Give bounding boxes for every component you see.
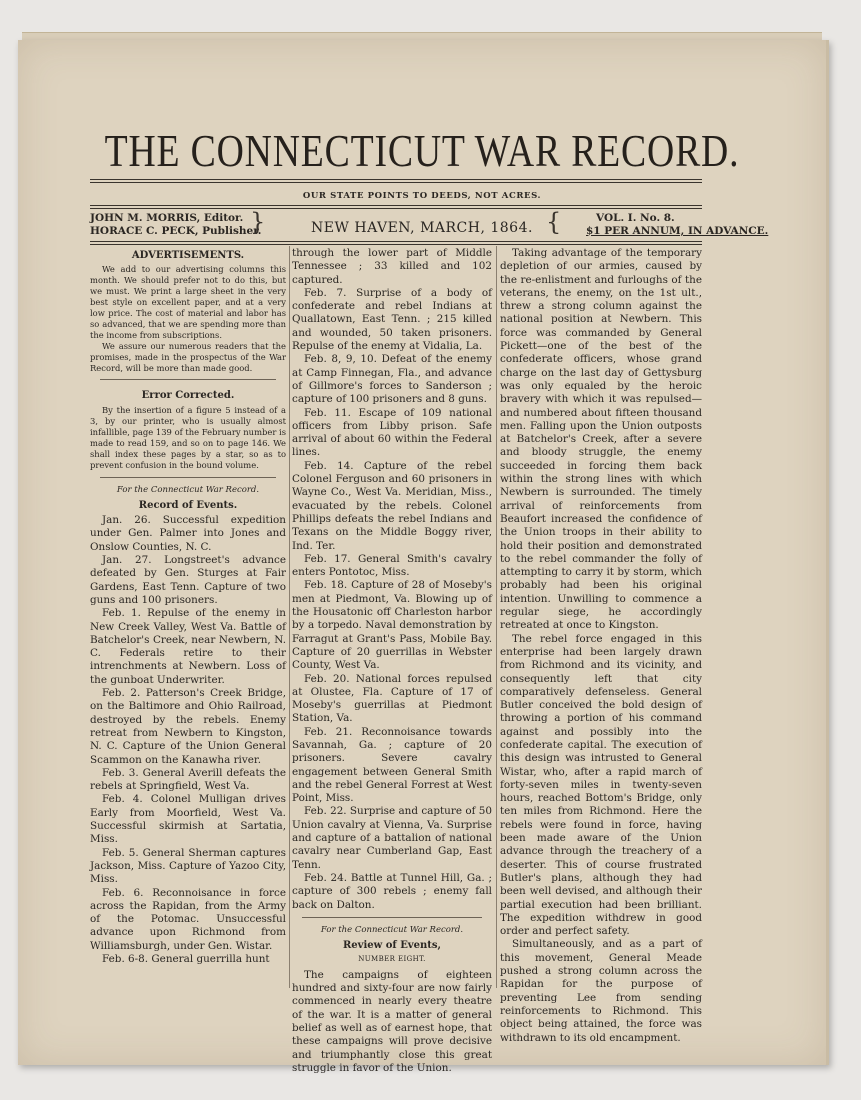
info-rule-top (90, 205, 702, 206)
section-divider (100, 477, 276, 478)
event-entry: Feb. 8, 9, 10. Defeat of the enemy at Camp Finnegan, Fla., and advance of Gillmore's forces to Sanderson ; capture of 100 prisoners and 8 guns. (292, 353, 492, 406)
error-corrected-text: By the insertion of a figure 5 instead of a 3, by our printer, who is usually almost infallible, page 139 of the February number is made to read 159, and so on to page 146. We shall index these pages by a star, so as to prevent confusion in the bound volume. (90, 404, 286, 470)
review-source-line: For the Connecticut War Record. (320, 924, 464, 935)
brace-left: } (250, 208, 266, 236)
info-rule-top-2 (90, 208, 702, 209)
brace-right: { (546, 208, 562, 236)
event-entry: Feb. 14. Capture of the rebel Colonel Ferguson and 60 prisoners in Wayne Co., West Va. Meridian, Miss., evacuated by the rebels. Colonel Phillips defeats the rebel Indians and Texans on the Middle Boggy river, Ind. Ter. (292, 459, 492, 552)
info-rule-bottom (90, 241, 702, 242)
review-paragraph: The rebel force engaged in this enterprise had been largely drawn from Richmond and its vicinity, and consequently left that city comparatively defenseless. General Butler conceived the bold design of throwing a portion of his command against and possibly into the confederate capital. The execution of this design was intrusted to General Wistar, who, after a rapid march of forty-seven miles in twenty-seven hours, reached Bottom's Bridge, only ten miles from Richmond. Here the rebels were found in force, having been made aware of the Union advance through the treachery of a deserter. This of course frustrated Butler's plans, although they had been well devised, and although their partial execution had been brilliant. The expedition withdrew in good order and perfect safety. (500, 632, 702, 938)
event-entry: Jan. 27. Longstreet's advance defeated by Gen. Sturges at Fair Gardens, East Tenn. Capture of two guns and 100 prisoners. (90, 554, 286, 606)
review-paragraph: Simultaneously, and as a part of this movement, General Meade pushed a strong column across the Rapidan for the purpose of preventing Lee from sending reinforcements to Richmond. This object being attained, the force was withdrawn to its old encampment. (500, 938, 702, 1044)
publisher-name: HORACE C. PECK, Publisher. (90, 225, 262, 237)
event-entry: Feb. 7. Surprise of a body of confederate and rebel Indians at Quallatown, East Tenn. ; 215 killed and wounded, 50 taken prisoners. Repulse of the enemy at Vidalia, La. (292, 286, 492, 353)
event-entry: Feb. 3. General Averill defeats the rebels at Springfield, West Va. (90, 766, 286, 793)
event-entry: Feb. 1. Repulse of the enemy in New Creek Valley, West Va. Battle of Batchelor's Creek, near Newbern, N. C. Federals retire to their intrenchments at Newbern. Loss of the gunboat Underwriter. (90, 607, 286, 686)
event-entry: Feb. 18. Capture of 28 of Moseby's men at Piedmont, Va. Blowing up of the Housatonic off Charleston harbor by a torpedo. Naval demonstration by Farragut at Grant's Pass, Mobile Bay. Capture of 20 guerrillas in Webster County, West Va. (292, 579, 492, 672)
advertisements-text-2: We assure our numerous readers that the promises, made in the prospectus of the War Record, will be more than made good. (90, 341, 286, 374)
record-source-line: For the Connecticut War Record. (116, 484, 260, 495)
column-rule-1 (289, 246, 290, 988)
volume-block (586, 212, 768, 238)
event-entry: Feb. 21. Reconnoisance towards Savannah, Ga. ; capture of 20 prisoners. Severe cavalry engagement between General Smith and the rebel General Forrest at West Point, Miss. (292, 725, 492, 805)
event-entry: Jan. 26. Successful expedition under Gen. Palmer into Jones and Onslow Counties, N. C. (90, 514, 286, 553)
review-paragraph: Taking advantage of the temporary depletion of our armies, caused by the re-enlistment and furloughs of the veterans, the enemy, on the 1st ult., threw a strong column against the national position at Newbern. This force was commanded by General Pickett—one of the best of the confederate officers, whose grand charge on the last day of Gettysburg was only equaled by the heroic bravery with which it was repulsed—and numbered about fifteen thousand men. Falling upon the Union outposts at Batchelor's Creek, after a severe and bloody struggle, the enemy succeeded in forcing them back within the strong lines with which Newbern is surrounded. The timely arrival of reinforcements from Beaufort increased the confidence of the Union troops in their ability to hold their position and demonstrated to the rebel commander the folly of attempting to carry it by storm, which probably had been his original intention. Unwilling to commence a regular siege, he accordingly retreated at once to Kingston. (500, 247, 702, 632)
volume-number: VOL. I. No. 8. (596, 212, 675, 224)
event-entry: Feb. 6-8. General guerrilla hunt (102, 952, 270, 965)
masthead-rule-top-2 (90, 182, 702, 183)
motto: OUR STATE POINTS TO DEEDS, NOT ACRES. (302, 191, 542, 201)
review-number: NUMBER EIGHT. (358, 955, 426, 964)
record-of-events-heading: Record of Events. (138, 499, 238, 511)
subscription-price: $1 PER ANNUM, IN ADVANCE. (586, 225, 769, 237)
event-entry: Feb. 6. Reconnoisance in force across the Rapidan, from the Army of the Potomac. Unsuccessful advance upon Richmond from Williamsburgh, under Gen. Wistar. (90, 886, 286, 952)
column-1 (90, 247, 286, 966)
event-entry: Feb. 11. Escape of 109 national officers from Libby prison. Safe arrival of about 60 within the Federal lines. (292, 406, 492, 459)
masthead-title: THE CONNECTICUT WAR RECORD. (104, 125, 740, 176)
event-entry: through the lower part of Middle Tennessee ; 33 killed and 102 captured. (292, 247, 492, 286)
event-entry: Feb. 20. National forces repulsed at Olustee, Fla. Capture of 17 of Moseby's guerrillas at Piedmont Station, Va. (292, 672, 492, 725)
section-divider (302, 917, 482, 918)
event-entry: Feb. 17. General Smith's cavalry enters Pontotoc, Miss. (292, 552, 492, 579)
masthead-rule-top (90, 179, 702, 180)
review-of-events-heading: Review of Events, (343, 940, 441, 952)
newspaper-page (18, 40, 829, 1074)
event-entry: Feb. 24. Battle at Tunnel Hill, Ga. ; capture of 300 rebels ; enemy fall back on Dalton. (292, 871, 492, 911)
column-3 (500, 247, 702, 1045)
column-rule-2 (496, 246, 497, 988)
review-text: The campaigns of eighteen hundred and sixty-four are now fairly commenced in nearly every theatre of the war. It is a matter of general belief as well as of earnest hope, that these campaigns will prove decisive and triumphantly close this great struggle in favor of the Union. (292, 968, 492, 1074)
column-2 (292, 247, 492, 1075)
event-entry: Feb. 4. Colonel Mulligan drives Early from Moorfield, West Va. Successful skirmish at Sartatia, Miss. (90, 793, 286, 846)
info-rule-bottom-2 (90, 244, 702, 245)
advertisements-heading: ADVERTISEMENTS. (131, 250, 245, 261)
section-divider (100, 379, 276, 380)
error-corrected-heading: Error Corrected. (141, 390, 235, 402)
event-entry: Feb. 5. General Sherman captures Jackson, Miss. Capture of Yazoo City, Miss. (90, 846, 286, 886)
event-entry: Feb. 22. Surprise and capture of 50 Union cavalry at Vienna, Va. Surprise and capture of a battalion of national cavalry near Cumberland Gap, East Tenn. (292, 805, 492, 871)
advertisements-text: We add to our advertising columns this month. We should prefer not to do this, but we must. We print a large sheet in the very best style on excellent paper, and at a very low price. The cost of material and labor has so advanced, that we are spending more than the income from subscriptions. (90, 264, 286, 341)
event-entry: Feb. 2. Patterson's Creek Bridge, on the Baltimore and Ohio Railroad, destroyed by the rebels. Enemy retreat from Newbern to Kingston, N. C. Capture of the Union General Scammon on the Kanawha river. (90, 687, 286, 766)
dateline: NEW HAVEN, MARCH, 1864. (311, 220, 533, 236)
editor-name: JOHN M. MORRIS, Editor. (90, 212, 244, 224)
